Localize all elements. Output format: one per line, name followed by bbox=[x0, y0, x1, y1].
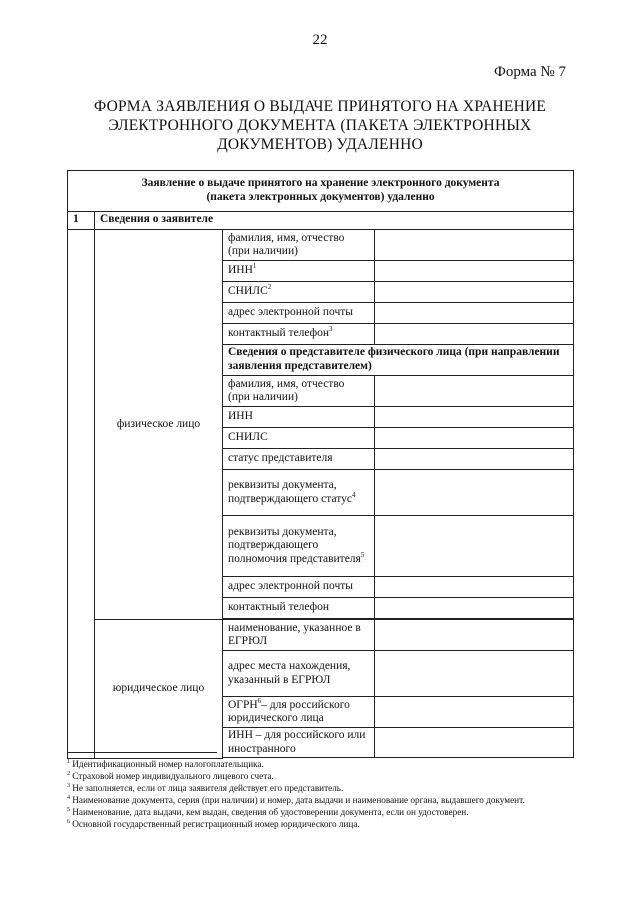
table-header-line: Заявление о выдаче принятого на хранение электронного документа bbox=[141, 177, 500, 189]
value-rep-inn[interactable] bbox=[375, 407, 574, 428]
field-rep-snils: СНИЛС bbox=[223, 428, 375, 449]
value-legal-inn[interactable] bbox=[375, 728, 574, 758]
value-snils[interactable] bbox=[375, 282, 574, 303]
field-rep-full-name: фамилия, имя, отчество (при наличии) bbox=[223, 376, 375, 407]
field-rep-status-document: реквизиты документа, подтверждающего статус$^4$ bbox=[223, 470, 375, 516]
value-inn[interactable] bbox=[375, 261, 574, 282]
field-phone: контактный телефон$^3$ bbox=[223, 324, 375, 345]
title-line: ДОКУМЕНТОВ) УДАЛЕННО bbox=[217, 136, 423, 153]
value-rep-status[interactable] bbox=[375, 449, 574, 470]
value-rep-email[interactable] bbox=[375, 577, 574, 598]
field-legal-name: наименование, указанное в ЕГРЮЛ bbox=[223, 620, 375, 651]
footnotes bbox=[67, 758, 573, 830]
form-number-label: Форма № 7 bbox=[494, 64, 566, 80]
title-line: ФОРМА ЗАЯВЛЕНИЯ О ВЫДАЧЕ ПРИНЯТОГО НА ХРАНЕНИЕ bbox=[93, 98, 547, 115]
group-label-legal: юридическое лицо bbox=[95, 620, 223, 759]
footnote: $^1$ Идентификационный номер налогоплательщика. bbox=[67, 758, 264, 769]
footnote: $^5$ Наименование, дата выдачи, кем выдан, сведения об удостоверении документа, если он удостоверен. bbox=[67, 806, 469, 817]
title-line: ЭЛЕКТРОННОГО ДОКУМЕНТА (ПАКЕТА ЭЛЕКТРОННЫХ bbox=[108, 117, 532, 134]
value-rep-full-name[interactable] bbox=[375, 376, 574, 407]
representative-heading: Сведения о представителе физического лица (при направлении заявления представителем) bbox=[223, 345, 574, 376]
field-rep-email: адрес электронной почты bbox=[223, 577, 375, 598]
value-rep-authority-document[interactable] bbox=[375, 516, 574, 577]
field-full-name: фамилия, имя, отчество (при наличии) bbox=[223, 230, 375, 261]
form-title bbox=[80, 97, 560, 154]
field-legal-address: адрес места нахождения, указанный в ЕГРЮЛ bbox=[223, 651, 375, 697]
footnote: $^3$ Не заполняется, если от лица заявителя действует его представитель. bbox=[67, 782, 344, 793]
field-rep-inn: ИНН bbox=[223, 407, 375, 428]
value-rep-status-document[interactable] bbox=[375, 470, 574, 516]
value-legal-name[interactable] bbox=[375, 620, 574, 651]
field-inn: ИНН$^1$ bbox=[223, 261, 375, 282]
footnote-ref: 5 bbox=[360, 550, 365, 559]
footnote-separator bbox=[67, 752, 217, 753]
number-column-spacer bbox=[68, 230, 95, 759]
footnote-ref: 3 bbox=[329, 325, 333, 334]
footnote-ref: 4 bbox=[351, 490, 356, 499]
section-number: 1 bbox=[68, 212, 95, 230]
value-email[interactable] bbox=[375, 303, 574, 324]
table-header bbox=[68, 171, 574, 212]
footnote-ref: 1 bbox=[252, 262, 257, 271]
value-rep-snils[interactable] bbox=[375, 428, 574, 449]
value-phone[interactable] bbox=[375, 324, 574, 345]
section-title: Сведения о заявителе bbox=[95, 212, 574, 230]
footnote-ref: 6 bbox=[257, 696, 262, 705]
field-ogrn: ОГРН$^6$– для российского юридического лица bbox=[223, 697, 375, 728]
field-rep-status: статус представителя bbox=[223, 449, 375, 470]
application-form-table bbox=[67, 170, 574, 759]
table-header-line: (пакета электронных документов) удаленно bbox=[206, 191, 435, 203]
value-ogrn[interactable] bbox=[375, 697, 574, 728]
field-rep-authority-document: реквизиты документа, подтверждающего полномочия представителя$^5$ bbox=[223, 516, 375, 577]
value-rep-phone[interactable] bbox=[375, 598, 574, 619]
value-legal-address[interactable] bbox=[375, 651, 574, 697]
field-snils: СНИЛС$^2$ bbox=[223, 282, 375, 303]
footnote: $^6$ Основной государственный регистрационный номер юридического лица. bbox=[67, 818, 360, 829]
page-number: 22 bbox=[312, 32, 328, 48]
group-label-individual: физическое лицо bbox=[95, 230, 223, 620]
footnote-ref: 2 bbox=[267, 283, 272, 292]
value-full-name[interactable] bbox=[375, 230, 574, 261]
field-legal-inn: ИНН – для российского или иностранного bbox=[223, 728, 375, 758]
field-email: адрес электронной почты bbox=[223, 303, 375, 324]
field-rep-phone: контактный телефон bbox=[223, 598, 375, 619]
footnote: $^4$ Наименование документа, серия (при наличии) и номер, дата выдачи и наименование органа, выдавшего документ. bbox=[67, 794, 525, 805]
footnote: $^2$ Страховой номер индивидуального лицевого счета. bbox=[67, 770, 274, 781]
